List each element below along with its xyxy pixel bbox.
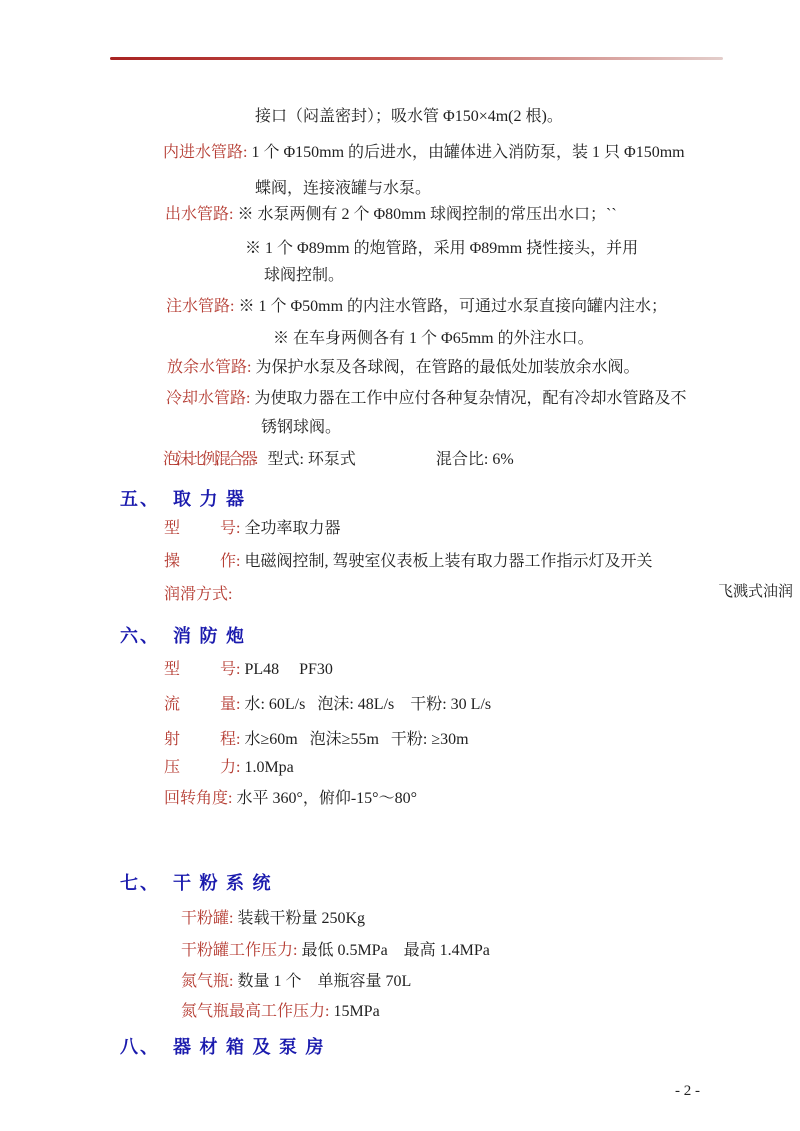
spec-text: 全功率取力器 bbox=[244, 520, 341, 537]
spec-line bbox=[164, 788, 417, 809]
spec-text: 水≥60m 泡沫≥55m 干粉: ≥30m bbox=[244, 731, 469, 748]
section-number: 八、 bbox=[120, 1037, 160, 1057]
spec-line bbox=[164, 694, 491, 715]
section-title: 干 粉 系 统 bbox=[173, 873, 273, 893]
spec-line bbox=[261, 417, 341, 438]
spec-line bbox=[181, 1001, 380, 1022]
spec-label: 流 量: bbox=[164, 696, 245, 713]
spec-label: 放余水管路: bbox=[167, 359, 256, 376]
page-number: - 2 - bbox=[675, 1083, 700, 1099]
spec-label: 压 力: bbox=[164, 759, 245, 776]
spec-line bbox=[273, 328, 594, 349]
spec-line bbox=[245, 238, 638, 259]
spec-label: 操 作: bbox=[164, 553, 245, 570]
spec-text: 数量 1 个 单瓶容量 70L bbox=[237, 973, 412, 990]
spec-line bbox=[255, 106, 563, 127]
spec-label: 注水管路: bbox=[166, 298, 239, 315]
spec-line bbox=[166, 296, 667, 317]
spec-line bbox=[181, 908, 365, 929]
spec-line bbox=[164, 729, 469, 750]
spec-label: 润滑方式: bbox=[164, 586, 237, 603]
section-heading-dry-powder-system bbox=[120, 872, 273, 894]
spec-line bbox=[166, 388, 686, 409]
top-divider-line bbox=[110, 57, 723, 60]
spec-line bbox=[163, 142, 685, 163]
spec-line bbox=[164, 551, 652, 572]
section-number: 五、 bbox=[120, 489, 160, 509]
lubrication-note: 飞溅式油润 bbox=[718, 584, 794, 600]
spec-text: 水平 360°，俯仰-15°～80° bbox=[236, 790, 417, 807]
spec-line bbox=[264, 265, 344, 286]
spec-line bbox=[164, 518, 340, 539]
spec-label: 氮气瓶最高工作压力: bbox=[181, 1003, 334, 1020]
spec-text: ※ 在车身两侧各有 1 个 Φ65mm 的外注水口。 bbox=[273, 330, 594, 347]
section-title: 器 材 箱 及 泵 房 bbox=[173, 1037, 326, 1057]
spec-label: 型 号: bbox=[164, 661, 245, 678]
section-number: 六、 bbox=[120, 626, 160, 646]
spec-text: 为保护水泵及各球阀，在管路的最低处加装放余水阀。 bbox=[255, 359, 640, 376]
spec-text: 电磁阀控制, 驾驶室仪表板上装有取力器工作指示灯及开关 bbox=[244, 553, 653, 570]
section-number: 七、 bbox=[120, 873, 160, 893]
spec-label: 干粉罐工作压力: bbox=[181, 942, 302, 959]
spec-text: 水: 60L/s 泡沫: 48L/s 干粉: 30 L/s bbox=[244, 696, 492, 713]
spec-text: 1 个 Φ150mm 的后进水，由罐体进入消防泵，装 1 只 Φ150mm bbox=[251, 144, 685, 161]
spec-line bbox=[167, 357, 639, 378]
spec-text: 型式: 环泵式 混合比: 6% bbox=[255, 451, 514, 468]
section-title: 消 防 炮 bbox=[173, 626, 246, 646]
spec-line bbox=[181, 940, 490, 961]
spec-text: 球阀控制。 bbox=[264, 267, 345, 284]
spec-line bbox=[164, 757, 294, 778]
spec-line bbox=[165, 204, 617, 225]
spec-text: 15MPa bbox=[333, 1003, 380, 1020]
spec-label: 冷却水管路: bbox=[166, 390, 255, 407]
spec-label: 内进水管路: bbox=[163, 144, 252, 161]
section-heading-power-takeoff bbox=[120, 488, 246, 510]
spec-label: 射 程: bbox=[164, 731, 245, 748]
section-heading-fire-monitor bbox=[120, 625, 246, 647]
spec-text: 锈钢球阀。 bbox=[261, 419, 342, 436]
spec-text: 1.0Mpa bbox=[244, 759, 294, 776]
spec-label: 氮气瓶: bbox=[181, 973, 238, 990]
spec-text: ※ 1 个 Φ89mm 的炮管路，采用 Φ89mm 挠性接头，并用 bbox=[245, 240, 639, 257]
spec-text: ※ 水泵两侧有 2 个 Φ80mm 球阀控制的常压出水口；`` bbox=[237, 206, 617, 223]
spec-line bbox=[255, 178, 431, 199]
spec-label: 回转角度: bbox=[164, 790, 237, 807]
spec-label: 干粉罐: bbox=[181, 910, 238, 927]
spec-line bbox=[164, 659, 333, 680]
spec-text: 为使取力器在工作中应付各种复杂情况，配有冷却水管路及不 bbox=[254, 390, 687, 407]
spec-line bbox=[181, 971, 411, 992]
spec-text: ※ 1 个 Φ50mm 的内注水管路，可通过水泵直接向罐内注水； bbox=[238, 298, 668, 315]
spec-line bbox=[163, 449, 514, 470]
spec-line bbox=[164, 584, 236, 605]
section-title: 取 力 器 bbox=[173, 489, 246, 509]
section-heading-equipment-box-pump-room bbox=[120, 1036, 326, 1058]
spec-label: 泡沫比例混合器: bbox=[163, 451, 256, 468]
spec-text: PL48 PF30 bbox=[244, 661, 333, 678]
spec-text: 蝶阀，连接液罐与水泵。 bbox=[255, 180, 432, 197]
spec-label: 型 号: bbox=[164, 520, 245, 537]
spec-text: 装载干粉量 250Kg bbox=[237, 910, 366, 927]
spec-label: 出水管路: bbox=[165, 206, 238, 223]
spec-text: 接口（闷盖密封）；吸水管 Φ150×4m(2 根)。 bbox=[255, 108, 563, 125]
spec-text: 最低 0.5MPa 最高 1.4MPa bbox=[301, 942, 490, 959]
